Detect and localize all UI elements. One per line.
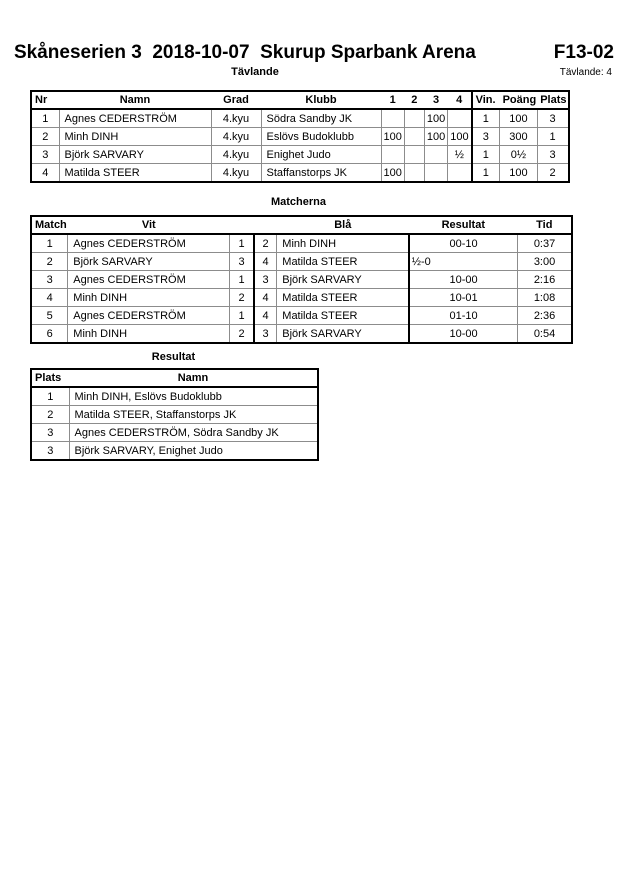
cell-bla-nr: 4 (254, 289, 277, 307)
col-header-round-4: 4 (448, 91, 472, 109)
cell-plats: 3 (537, 109, 568, 128)
cell-namn: Matilda STEER, Staffanstorps JK (69, 406, 318, 424)
competitors-section-title: Tävlande (231, 66, 279, 78)
cell-bla-name: Matilda STEER (277, 289, 409, 307)
match-row (31, 253, 572, 271)
cell-vit-name: Agnes CEDERSTRÖM (68, 307, 230, 325)
cell-nr: 3 (31, 146, 59, 164)
cell-plats: 1 (537, 128, 568, 146)
col-header-poang: Poäng (500, 91, 538, 109)
cell-round-2 (404, 109, 424, 128)
cell-vit-nr: 1 (230, 307, 254, 325)
cell-resultat: ½-0 (409, 253, 518, 271)
cell-round-3: 100 (424, 109, 447, 128)
cell-vit-name: Agnes CEDERSTRÖM (68, 271, 230, 289)
matches-section-title: Matcherna (270, 196, 327, 208)
cell-vin: 1 (472, 146, 500, 164)
results-table (30, 368, 319, 461)
cell-vit-nr: 2 (230, 289, 254, 307)
cell-namn: Björk SARVARY (59, 146, 211, 164)
cell-tid: 2:36 (518, 307, 572, 325)
cell-round-4: ½ (448, 146, 472, 164)
col-header-round-2: 2 (404, 91, 424, 109)
cell-plats: 1 (31, 387, 69, 406)
cell-round-2 (404, 164, 424, 183)
cell-plats: 2 (537, 164, 568, 183)
cell-nr: 4 (31, 164, 59, 183)
match-row (31, 289, 572, 307)
cell-namn: Minh DINH, Eslövs Budoklubb (69, 387, 318, 406)
col-header-klubb: Klubb (261, 91, 381, 109)
cell-namn: Björk SARVARY, Enighet Judo (69, 442, 318, 461)
match-row (31, 307, 572, 325)
col-header-namn: Namn (69, 369, 318, 387)
cell-bla-name: Matilda STEER (277, 307, 409, 325)
cell-bla-nr: 4 (254, 307, 277, 325)
cell-namn: Matilda STEER (59, 164, 211, 183)
col-header-resultat: Resultat (409, 216, 518, 234)
match-row (31, 234, 572, 253)
cell-vit-name: Minh DINH (68, 289, 230, 307)
col-header-vin: Vin. (472, 91, 500, 109)
cell-plats: 2 (31, 406, 69, 424)
match-row (31, 271, 572, 289)
cell-nr: 2 (31, 128, 59, 146)
cell-tid: 1:08 (518, 289, 572, 307)
cell-namn: Agnes CEDERSTRÖM, Södra Sandby JK (69, 424, 318, 442)
competitor-row (31, 146, 569, 164)
cell-klubb: Eslövs Budoklubb (261, 128, 381, 146)
category-code: F13-02 (553, 42, 614, 63)
cell-plats: 3 (31, 424, 69, 442)
cell-round-3 (424, 146, 447, 164)
cell-poang: 100 (500, 109, 538, 128)
col-header-plats: Plats (537, 91, 568, 109)
competitors-table (30, 90, 570, 183)
matches-table-body (31, 234, 572, 343)
cell-round-2 (404, 146, 424, 164)
page-header (14, 42, 614, 64)
cell-grad: 4.kyu (211, 128, 261, 146)
col-header-nr: Nr (31, 91, 59, 109)
match-row (31, 325, 572, 344)
col-header-grad: Grad (211, 91, 261, 109)
col-header-namn: Namn (59, 91, 211, 109)
cell-namn: Minh DINH (59, 128, 211, 146)
cell-namn: Agnes CEDERSTRÖM (59, 109, 211, 128)
results-table-container (30, 368, 319, 461)
results-section-title: Resultat (151, 351, 196, 363)
cell-round-3 (424, 164, 447, 183)
matches-table (30, 215, 573, 344)
competitor-row (31, 109, 569, 128)
col-header-vit: Vit (68, 216, 230, 234)
cell-vit-nr: 2 (230, 325, 254, 344)
cell-grad: 4.kyu (211, 164, 261, 183)
cell-bla-name: Minh DINH (277, 234, 409, 253)
cell-tid: 2:16 (518, 271, 572, 289)
col-header-vit-nr (230, 216, 254, 234)
cell-klubb: Enighet Judo (261, 146, 381, 164)
cell-plats: 3 (31, 442, 69, 461)
cell-vit-nr: 1 (230, 234, 254, 253)
matches-header-row (31, 216, 572, 234)
cell-resultat: 10-00 (409, 325, 518, 344)
cell-match-nr: 5 (31, 307, 68, 325)
cell-match-nr: 6 (31, 325, 68, 344)
results-table-body (31, 387, 318, 460)
result-row (31, 387, 318, 406)
cell-vit-nr: 3 (230, 253, 254, 271)
cell-round-2 (404, 128, 424, 146)
cell-vit-name: Björk SARVARY (68, 253, 230, 271)
cell-bla-name: Björk SARVARY (277, 325, 409, 344)
cell-bla-name: Matilda STEER (277, 253, 409, 271)
col-header-round-1: 1 (381, 91, 404, 109)
cell-match-nr: 4 (31, 289, 68, 307)
cell-round-1 (381, 109, 404, 128)
cell-vin: 1 (472, 164, 500, 183)
cell-match-nr: 2 (31, 253, 68, 271)
competitors-table-container (30, 90, 570, 183)
col-header-round-3: 3 (424, 91, 447, 109)
cell-round-4 (448, 109, 472, 128)
result-row (31, 424, 318, 442)
cell-round-1 (381, 146, 404, 164)
competitor-row (31, 164, 569, 183)
cell-tid: 3:00 (518, 253, 572, 271)
competitors-table-body (31, 109, 569, 182)
cell-match-nr: 3 (31, 271, 68, 289)
cell-vit-nr: 1 (230, 271, 254, 289)
cell-vit-name: Minh DINH (68, 325, 230, 344)
cell-match-nr: 1 (31, 234, 68, 253)
cell-round-1: 100 (381, 164, 404, 183)
cell-nr: 1 (31, 109, 59, 128)
cell-bla-nr: 3 (254, 271, 277, 289)
matches-table-container (30, 215, 573, 344)
cell-grad: 4.kyu (211, 146, 261, 164)
col-header-tid: Tid (518, 216, 572, 234)
cell-round-1: 100 (381, 128, 404, 146)
cell-poang: 100 (500, 164, 538, 183)
competitors-count: Tävlande: 4 (559, 67, 612, 78)
cell-tid: 0:54 (518, 325, 572, 344)
col-header-plats: Plats (31, 369, 69, 387)
cell-vin: 1 (472, 109, 500, 128)
cell-vit-name: Agnes CEDERSTRÖM (68, 234, 230, 253)
cell-klubb: Södra Sandby JK (261, 109, 381, 128)
cell-round-4 (448, 164, 472, 183)
competitor-row (31, 128, 569, 146)
cell-bla-name: Björk SARVARY (277, 271, 409, 289)
cell-resultat: 01-10 (409, 307, 518, 325)
competitors-header-row (31, 91, 569, 109)
cell-klubb: Staffanstorps JK (261, 164, 381, 183)
cell-poang: 0½ (500, 146, 538, 164)
cell-bla-nr: 2 (254, 234, 277, 253)
col-header-bla-nr (254, 216, 277, 234)
cell-resultat: 10-01 (409, 289, 518, 307)
cell-resultat: 00-10 (409, 234, 518, 253)
cell-round-3: 100 (424, 128, 447, 146)
cell-tid: 0:37 (518, 234, 572, 253)
cell-bla-nr: 3 (254, 325, 277, 344)
result-row (31, 442, 318, 461)
cell-resultat: 10-00 (409, 271, 518, 289)
col-header-match: Match (31, 216, 68, 234)
cell-poang: 300 (500, 128, 538, 146)
cell-grad: 4.kyu (211, 109, 261, 128)
col-header-bla: Blå (277, 216, 409, 234)
cell-bla-nr: 4 (254, 253, 277, 271)
cell-plats: 3 (537, 146, 568, 164)
result-row (31, 406, 318, 424)
cell-vin: 3 (472, 128, 500, 146)
page-title: Skåneserien 3 2018-10-07 Skurup Sparbank Arena (14, 42, 476, 63)
cell-round-4: 100 (448, 128, 472, 146)
results-header-row (31, 369, 318, 387)
